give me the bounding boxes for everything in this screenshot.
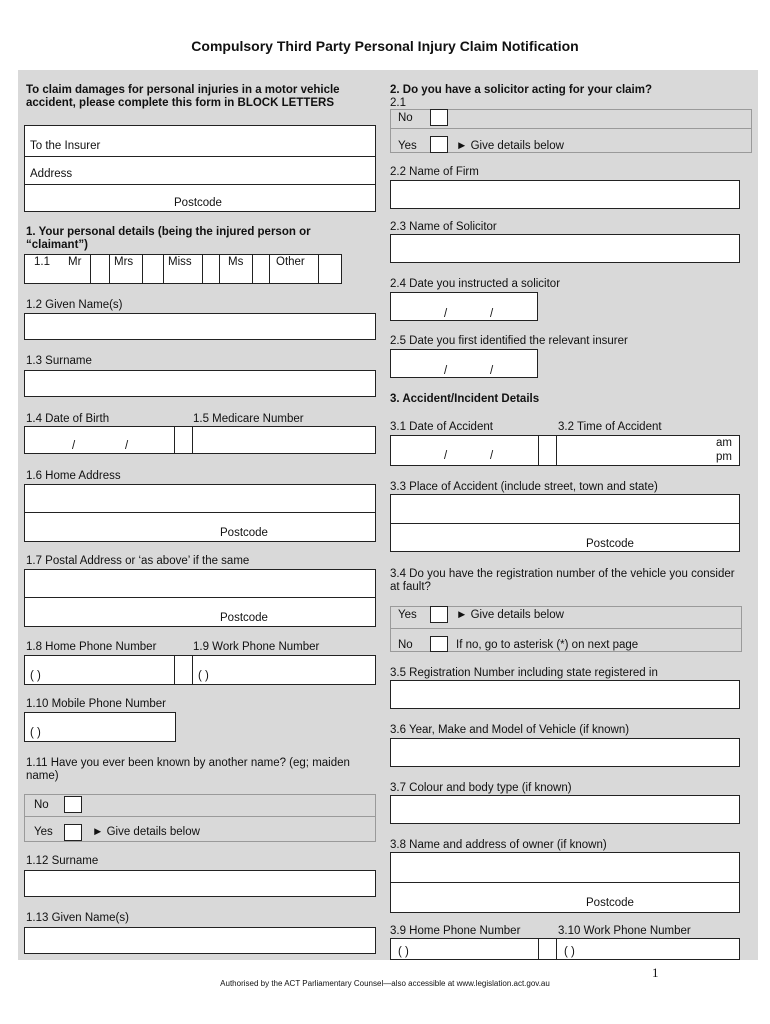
date-instructed-field[interactable]: [390, 292, 538, 321]
rego-question: 3.4 Do you have the registration number of the vehicle you consider at fault?: [390, 568, 735, 593]
owner-postcode: Postcode: [586, 897, 634, 909]
time-am: am: [716, 437, 732, 449]
to-insurer-label: To the Insurer: [30, 140, 101, 152]
date-accident-field[interactable]: [390, 435, 558, 466]
time-accident-field[interactable]: [556, 435, 740, 466]
solicitor-no-checkbox[interactable]: [430, 109, 448, 126]
title-mrs: Mrs: [114, 256, 134, 268]
insurer-line-1: [24, 156, 376, 157]
home-phone-label: 1.8 Home Phone Number: [26, 641, 157, 653]
form-title: Compulsory Third Party Personal Injury Claim Notification: [191, 38, 579, 54]
postal-address-label: 1.7 Postal Address or ‘as above’ if the same: [26, 555, 250, 567]
title-miss-checkbox[interactable]: [202, 254, 220, 284]
date-identified-label: 2.5 Date you first identified the relevant insurer: [390, 335, 628, 347]
home-address-postcode: Postcode: [220, 527, 268, 539]
solicitor-yes-label: Yes: [398, 140, 417, 152]
owner-label: 3.8 Name and address of owner (if known): [390, 839, 607, 851]
section-1-heading: 1. Your personal details (being the injured person or “claimant”): [26, 226, 311, 251]
medicare-field[interactable]: [174, 426, 376, 454]
mobile-paren: ( ): [30, 727, 41, 739]
other-surname-field[interactable]: [24, 870, 376, 897]
title-ms-checkbox[interactable]: [252, 254, 270, 284]
postal-address-field[interactable]: [24, 569, 376, 627]
year-make-field[interactable]: [390, 738, 740, 767]
colour-body-field[interactable]: [390, 795, 740, 824]
title-label: 1.1: [34, 256, 50, 268]
rego-number-label: 3.5 Registration Number including state registered in: [390, 667, 658, 679]
place-postcode: Postcode: [586, 538, 634, 550]
home-address-field[interactable]: [24, 484, 376, 542]
date-identified-field[interactable]: [390, 349, 538, 378]
home-address-label: 1.6 Home Address: [26, 470, 121, 482]
section-2-heading: 2. Do you have a solicitor acting for your claim?: [390, 84, 653, 96]
insurer-address-label: Address: [30, 168, 73, 180]
page-number: 1: [652, 965, 659, 980]
owner-work-phone-paren: ( ): [564, 946, 575, 958]
rego-no-checkbox[interactable]: [430, 636, 448, 652]
solicitor-name-field[interactable]: [390, 234, 740, 263]
surname-field[interactable]: [24, 370, 376, 397]
mobile-field[interactable]: [24, 712, 176, 742]
solicitor-name-label: 2.3 Name of Solicitor: [390, 221, 497, 233]
date-instructed-sep-2: /: [490, 308, 494, 320]
rego-yes-checkbox[interactable]: [430, 606, 448, 623]
date-identified-sep-2: /: [490, 365, 494, 377]
date-accident-label: 3.1 Date of Accident: [390, 421, 493, 433]
other-given-label: 1.13 Given Name(s): [26, 912, 129, 924]
date-accident-sep-1: /: [444, 450, 448, 462]
insurer-line-2: [24, 184, 376, 185]
rego-no-label: No: [398, 639, 413, 651]
time-accident-label: 3.2 Time of Accident: [558, 421, 662, 433]
title-mr-checkbox[interactable]: [90, 254, 110, 284]
firm-label: 2.2 Name of Firm: [390, 166, 479, 178]
title-mrs-checkbox[interactable]: [142, 254, 164, 284]
title-mr: Mr: [68, 256, 82, 268]
other-name-yes-label: Yes: [34, 826, 53, 838]
owner-home-phone-label: 3.9 Home Phone Number: [390, 925, 521, 937]
dob-sep-1: /: [72, 440, 76, 452]
owner-home-phone-field[interactable]: [390, 938, 558, 960]
date-identified-sep-1: /: [444, 365, 448, 377]
solicitor-no-label: No: [398, 112, 413, 124]
other-surname-label: 1.12 Surname: [26, 855, 99, 867]
surname-label: 1.3 Surname: [26, 355, 92, 367]
home-phone-field[interactable]: [24, 655, 176, 685]
owner-work-phone-field[interactable]: [556, 938, 740, 960]
dob-sep-2: /: [125, 440, 129, 452]
work-phone-paren: ( ): [198, 670, 209, 682]
postal-address-postcode: Postcode: [220, 612, 268, 624]
title-miss: Miss: [168, 256, 192, 268]
solicitor-give-details: ► Give details below: [456, 140, 564, 152]
firm-field[interactable]: [390, 180, 740, 209]
intro-text: To claim damages for personal injuries in a motor vehicle accident, please complete this form in BLOCK LETTERS: [26, 84, 340, 109]
place-label: 3.3 Place of Accident (include street, town and state): [390, 481, 658, 493]
owner-home-phone-paren: ( ): [398, 946, 409, 958]
title-other: Other: [276, 256, 305, 268]
mobile-label: 1.10 Mobile Phone Number: [26, 698, 166, 710]
section-3-heading: 3. Accident/Incident Details: [390, 393, 540, 405]
date-accident-sep-2: /: [490, 450, 494, 462]
rego-if-no: If no, go to asterisk (*) on next page: [456, 639, 639, 651]
other-name-give-details: ► Give details below: [92, 826, 200, 838]
solicitor-yes-checkbox[interactable]: [430, 136, 448, 153]
given-name-label: 1.2 Given Name(s): [26, 299, 123, 311]
other-name-no-label: No: [34, 799, 49, 811]
dob-label: 1.4 Date of Birth: [26, 413, 110, 425]
insurer-postcode-label: Postcode: [174, 197, 222, 209]
title-ms: Ms: [228, 256, 244, 268]
rego-number-field[interactable]: [390, 680, 740, 709]
work-phone-label: 1.9 Work Phone Number: [193, 641, 320, 653]
footer-authorised: Authorised by the ACT Parliamentary Counsel—also accessible at www.legislation.act.gov.au: [220, 979, 550, 988]
rego-give-details: ► Give details below: [456, 609, 564, 621]
other-name-no-checkbox[interactable]: [64, 796, 82, 813]
date-instructed-label: 2.4 Date you instructed a solicitor: [390, 278, 561, 290]
title-other-field[interactable]: [318, 254, 342, 284]
owner-work-phone-label: 3.10 Work Phone Number: [558, 925, 691, 937]
given-name-field[interactable]: [24, 313, 376, 340]
rego-yes-label: Yes: [398, 609, 417, 621]
colour-body-label: 3.7 Colour and body type (if known): [390, 782, 572, 794]
year-make-label: 3.6 Year, Make and Model of Vehicle (if known): [390, 724, 630, 736]
date-instructed-sep-1: /: [444, 308, 448, 320]
q21-label: 2.1: [390, 97, 406, 109]
medicare-label: 1.5 Medicare Number: [193, 413, 304, 425]
dob-field[interactable]: [24, 426, 176, 454]
time-pm: pm: [716, 451, 732, 463]
other-given-field[interactable]: [24, 927, 376, 954]
other-name-question: 1.11 Have you ever been known by another name? (eg; maiden name): [26, 757, 350, 782]
other-name-yes-checkbox[interactable]: [64, 824, 82, 841]
home-phone-paren: ( ): [30, 670, 41, 682]
